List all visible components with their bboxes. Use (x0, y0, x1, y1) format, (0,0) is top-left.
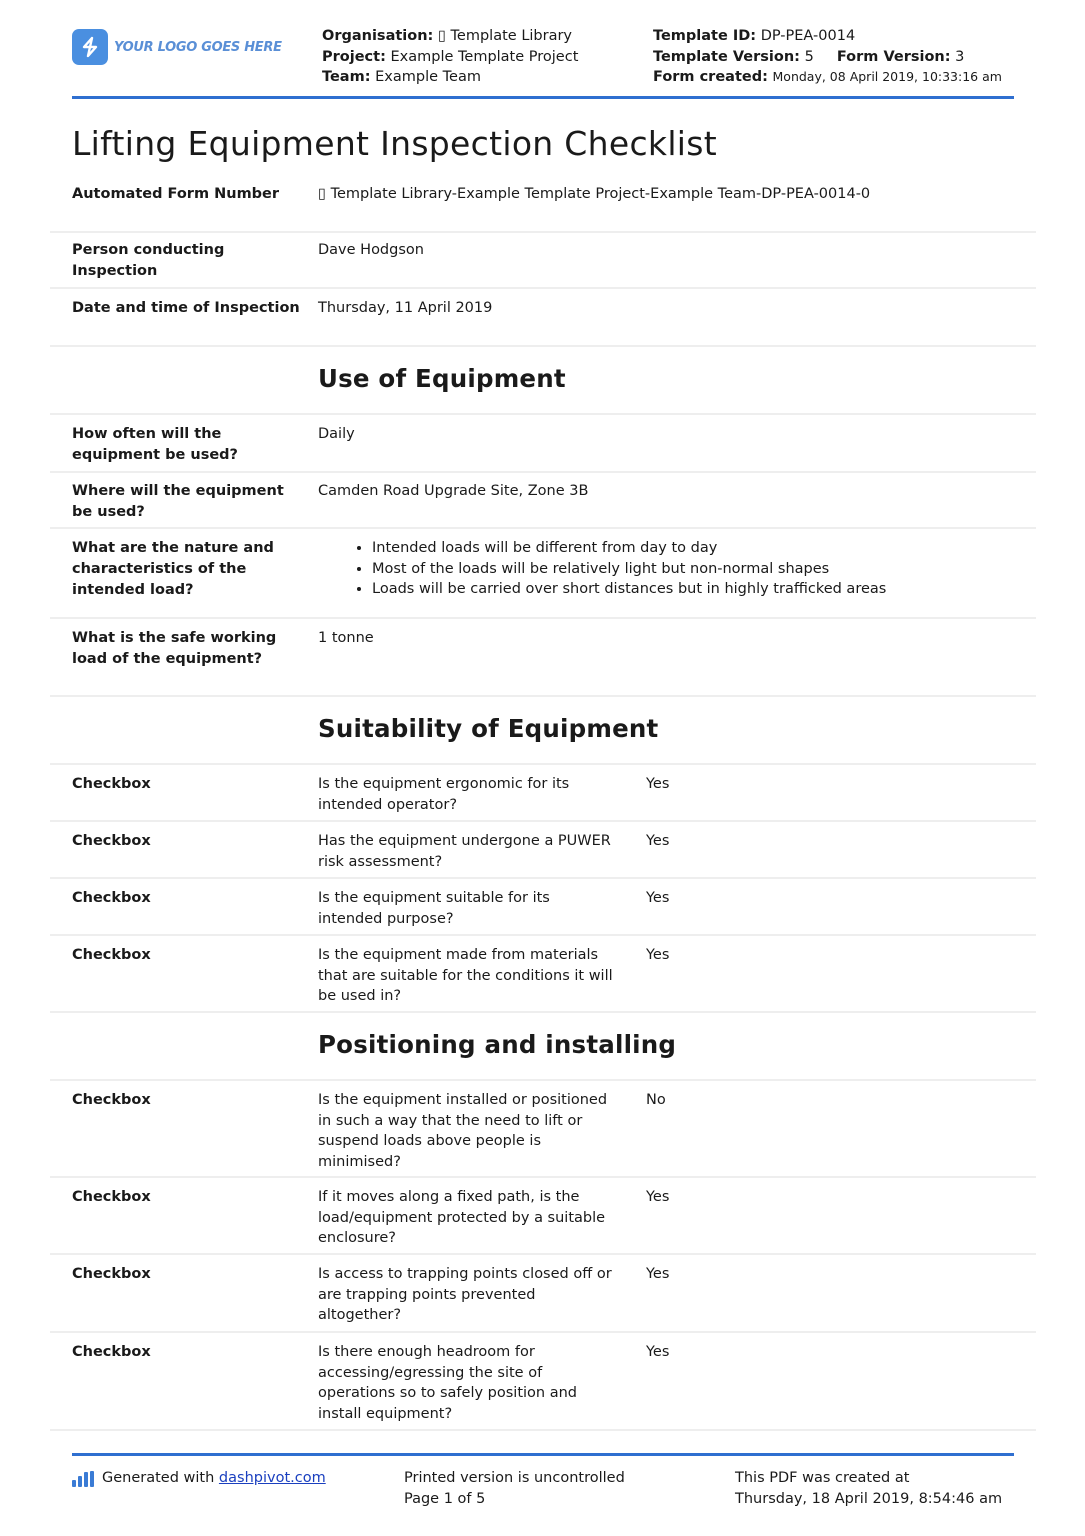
header-meta-right (653, 26, 1002, 88)
list-item: • Loads will be carried over short distances but in highly trafficked areas (372, 579, 886, 600)
generated-text: Generated with (102, 1470, 215, 1486)
footer-uncontrolled (404, 1468, 625, 1510)
template-id-label: Template ID: (653, 28, 757, 44)
team-label: Team: (322, 69, 371, 85)
suitability-row (50, 764, 1036, 822)
section-positioning (50, 1012, 1036, 1081)
header-divider (72, 96, 1014, 99)
header-meta-left (322, 26, 578, 88)
page-number: Page 1 of 5 (404, 1491, 486, 1507)
organisation-label: Organisation: (322, 28, 434, 44)
positioning-row (50, 1177, 1036, 1255)
detail-value: ▯ Template Library-Example Template Project-Example Team-DP-PEA-0014-0 (318, 186, 871, 202)
checklist-question: Is access to trapping points closed off or are trapping points prevented altogether? (318, 1266, 612, 1324)
question-label: What is the safe working load of the equipment? (72, 630, 277, 667)
checkbox-label: Checkbox (72, 1266, 151, 1282)
checklist-answer: Yes (646, 1266, 670, 1282)
list-item: • Most of the loads will be relatively light but non-normal shapes (372, 559, 886, 580)
checklist-answer: Yes (646, 1344, 670, 1360)
question-label: What are the nature and characteristics of the intended load? (72, 540, 274, 598)
question-label: Where will the equipment be used? (72, 483, 284, 520)
footer-divider (72, 1453, 1014, 1456)
checklist-answer: Yes (646, 776, 670, 792)
page-header (72, 26, 1014, 96)
form-version-value: 3 (955, 48, 965, 65)
list-item: • Intended loads will be different from day to day (372, 538, 886, 559)
created-value: Thursday, 18 April 2019, 8:54:46 am (735, 1491, 1003, 1507)
page-title: Lifting Equipment Inspection Checklist (72, 124, 717, 163)
section-heading: Use of Equipment (318, 364, 566, 393)
positioning-row (50, 1332, 1036, 1431)
organisation-value: ▯ Template Library (437, 28, 573, 44)
question-label: How often will the equipment be used? (72, 426, 238, 463)
uncontrolled-text: Printed version is uncontrolled (404, 1470, 625, 1486)
checkbox-label: Checkbox (72, 776, 151, 792)
checklist-answer: Yes (646, 833, 670, 849)
detail-row-person (50, 230, 1036, 289)
checkbox-label: Checkbox (72, 1092, 151, 1108)
project-value: Example Template Project (390, 48, 579, 65)
template-id-value: DP-PEA-0014 (760, 28, 856, 44)
positioning-row (50, 1254, 1036, 1333)
logo (72, 29, 282, 65)
checklist-question: Is the equipment suitable for its intended purpose? (318, 890, 550, 927)
detail-row-date (50, 288, 1036, 347)
detail-label: Person conducting Inspection (72, 242, 225, 279)
checklist-question: Is the equipment made from materials that are suitable for the conditions it will be used in? (318, 947, 613, 1005)
detail-row-form-number (50, 174, 1036, 233)
checklist-question: Has the equipment undergone a PUWER risk assessment? (318, 833, 611, 870)
checkbox-label: Checkbox (72, 890, 151, 906)
dashpivot-logo-icon (72, 1471, 94, 1487)
checkbox-label: Checkbox (72, 947, 151, 963)
detail-value: Thursday, 11 April 2019 (318, 300, 493, 316)
answer-value: Daily (318, 426, 355, 442)
section-heading: Positioning and installing (318, 1030, 677, 1059)
team-value: Example Team (375, 69, 481, 85)
section-suitability (50, 696, 1036, 765)
detail-label: Automated Form Number (72, 186, 280, 202)
detail-label: Date and time of Inspection (72, 300, 300, 316)
section-use-of-equipment (50, 346, 1036, 415)
checklist-answer: Yes (646, 947, 670, 963)
checklist-question: Is there enough headroom for accessing/egressing the site of operations so to safely position and install equipment? (318, 1344, 577, 1423)
section-heading: Suitability of Equipment (318, 714, 659, 743)
positioning-row (50, 1080, 1036, 1178)
template-version-label: Template Version: (653, 48, 800, 65)
project-label: Project: (322, 48, 386, 65)
logo-icon (72, 29, 108, 65)
form-version-label: Form Version: (836, 48, 951, 65)
checklist-answer: No (646, 1092, 666, 1108)
checklist-question: Is the equipment ergonomic for its intended operator? (318, 776, 570, 813)
logo-text: YOUR LOGO GOES HERE (114, 39, 282, 55)
checkbox-label: Checkbox (72, 833, 151, 849)
template-version-value: 5 (804, 48, 814, 65)
detail-value: Dave Hodgson (318, 242, 424, 258)
form-created-value: Monday, 08 April 2019, 10:33:16 am (772, 69, 1002, 84)
answer-value: Camden Road Upgrade Site, Zone 3B (318, 483, 589, 499)
use-row-load-nature (50, 528, 1036, 619)
use-row-frequency (50, 414, 1036, 473)
checklist-answer: Yes (646, 890, 670, 906)
answer-value: 1 tonne (318, 630, 374, 646)
suitability-row (50, 935, 1036, 1013)
footer-generated (72, 1468, 326, 1489)
checkbox-label: Checkbox (72, 1189, 151, 1205)
footer-created (735, 1468, 1002, 1510)
checklist-question: Is the equipment installed or positioned in such a way that the need to lift or suspend loads above people is minimised? (318, 1092, 608, 1171)
use-row-location (50, 471, 1036, 529)
checklist-answer: Yes (646, 1189, 670, 1205)
use-row-safe-working-load (50, 618, 1036, 697)
form-created-label: Form created: (653, 69, 768, 85)
checkbox-label: Checkbox (72, 1344, 151, 1360)
created-label: This PDF was created at (735, 1470, 910, 1486)
suitability-row (50, 878, 1036, 936)
suitability-row (50, 821, 1036, 879)
checklist-question: If it moves along a fixed path, is the load/equipment protected by a suitable enclosure? (318, 1189, 606, 1247)
dashpivot-link[interactable]: dashpivot.com (218, 1470, 326, 1486)
load-characteristics-list (350, 538, 886, 600)
